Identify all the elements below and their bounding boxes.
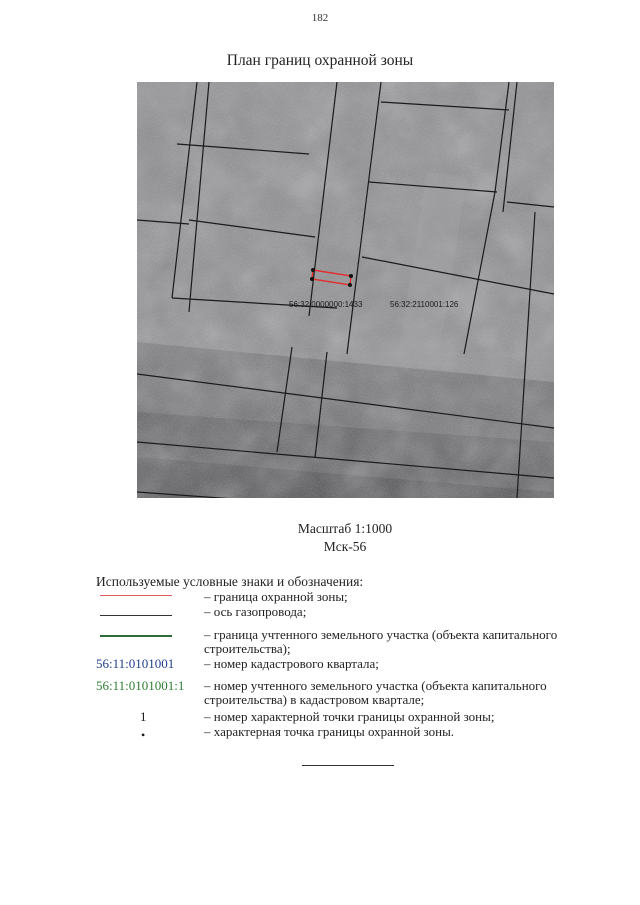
map-label-parcel-2: 56:32:2110001:126 — [390, 300, 459, 309]
legend-title: Используемые условные знаки и обозначения: — [96, 574, 364, 589]
legend-text: – граница охранной зоны; — [204, 589, 348, 604]
legend-text: – ось газопровода; — [204, 604, 307, 619]
legend-text: – номер кадастрового квартала; — [204, 656, 379, 671]
page-number: 182 — [311, 12, 329, 24]
coordinate-system: Мск-56 — [323, 539, 367, 554]
legend-text: – номер учтенного земельного участка (объекта капитального строительства) в кадастровом квартале; — [204, 678, 547, 707]
legend-symbol-black-line — [100, 615, 172, 616]
legend-symbol-parcel-code: 56:11:0101001:1 — [96, 678, 185, 693]
legend-text: – характерная точка границы охранной зоны. — [204, 724, 455, 739]
map-label-parcel-1: 56:32:0000000:1433 — [289, 300, 363, 309]
legend-text: – граница учтенного земельного участка (объекта капитального строительства); — [204, 627, 558, 656]
legend-symbol-green-line — [100, 635, 172, 637]
scale-block — [0, 520, 640, 556]
map-drawing — [137, 82, 554, 498]
legend-symbol-quarter-code: 56:11:0101001 — [96, 656, 175, 671]
scale-text: Масштаб 1:1000 — [297, 521, 393, 536]
legend-symbol-red-line — [100, 595, 172, 596]
legend-text: – номер характерной точки границы охранной зоны; — [204, 709, 495, 724]
footer-divider — [302, 765, 394, 766]
satellite-map — [137, 82, 554, 498]
legend-symbol-point-number: 1 — [140, 709, 147, 724]
legend-symbol-point-dot: • — [141, 728, 146, 742]
page-title: План границ охранной зоны — [226, 52, 414, 69]
